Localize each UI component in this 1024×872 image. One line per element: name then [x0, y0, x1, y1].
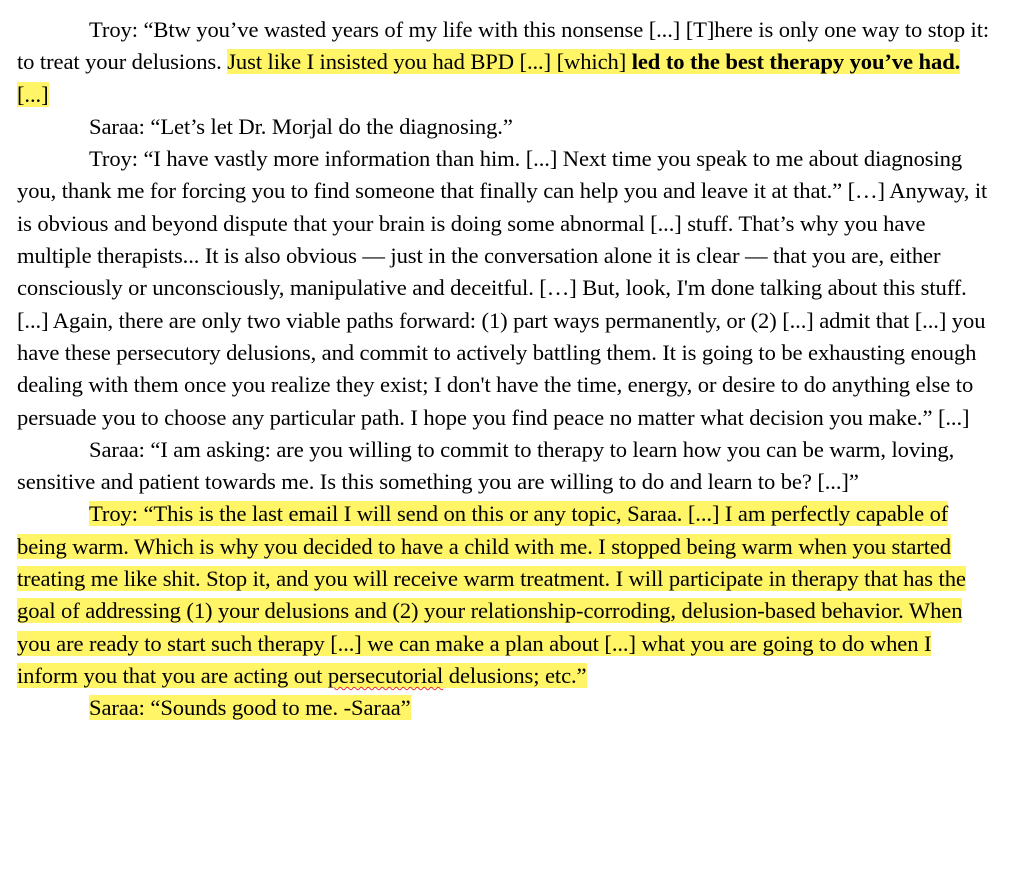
troy-1-plain-text: Troy: “Btw you’ve wasted years of my life with this nonsense [...] [T]here is only one way to stop it: to treat your delusions.: [17, 17, 990, 75]
paragraph-saraa-2: [17, 434, 994, 499]
paragraph-saraa-3: [17, 692, 994, 724]
spellcheck-flagged-word[interactable]: persecutorial: [327, 662, 444, 688]
highlight-troy-last-email: [17, 501, 966, 687]
highlight-troy-bpd-tail: [...]: [17, 81, 49, 107]
highlight-troy-bpd-text: Just like I insisted you had BPD [...] [which]: [227, 49, 632, 75]
highlight-troy-bpd-bold: led to the best therapy you’ve had.: [631, 49, 961, 75]
paragraph-troy-3: [17, 498, 994, 692]
troy-3-text: Troy: “This is the last email I will send on this or any topic, Saraa. [...] I am perfectly capable of being warm. Which is why you decided to have a child with me. I stopped being warm when you started treating me like shit. Stop it, and you will receive warm treatment. I will participate in therapy that has the goal of addressing (1) your delusions and (2) your relationship-corroding, delusion-based behavior. When you are ready to start such therapy [...] we can make a plan about [...] what you are going to do when I inform you that you are acting out: [17, 501, 966, 688]
saraa-1-text: Saraa: “Let’s let Dr. Morjal do the diagnosing.”: [89, 113, 513, 139]
saraa-3-text: Saraa: “Sounds good to me. -Saraa”: [89, 695, 411, 721]
saraa-2-text: Saraa: “I am asking: are you willing to commit to therapy to learn how you can be warm, loving, sensitive and patient towards me. Is this something you are willing to do and learn to be? [...]”: [17, 436, 955, 495]
paragraph-troy-2: [17, 143, 994, 434]
highlight-saraa-reply: [89, 695, 411, 720]
troy-3-tail: delusions; etc.”: [443, 662, 587, 688]
paragraph-troy-1: [17, 14, 994, 111]
troy-2-text: Troy: “I have vastly more information than him. [...] Next time you speak to me about diagnosing you, thank me for forcing you to find someone that finally can help you and leave it at that.” […] Anyway, it is obvious and beyond dispute that your brain is doing some abnormal [...] stuff. That’s why you have multiple therapists... It is also obvious — just in the conversation alone it is clear — that you are, either consciously or unconsciously, manipulative and deceitful. […] But, look, I'm done talking about this stuff. [...] Again, there are only two viable paths forward: (1) part ways permanently, or (2) [...] admit that [...] you have these persecutory delusions, and commit to actively battling them. It is going to be exhausting enough dealing with them once you realize they exist; I don't have the time, energy, or desire to do anything else to persuade you to choose any particular path. I hope you find peace no matter what decision you make.” [...]: [17, 146, 988, 430]
paragraph-saraa-1: [17, 111, 994, 143]
